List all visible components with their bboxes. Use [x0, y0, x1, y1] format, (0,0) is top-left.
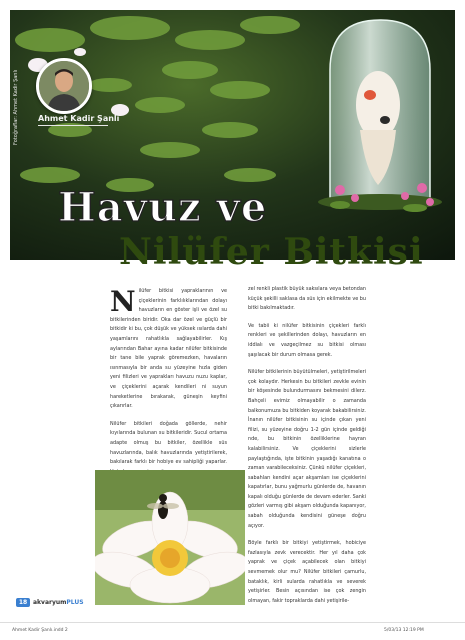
- page-number: 18: [16, 598, 30, 607]
- paragraph: Nilüfer bitkileri doğada göllerde, nehir kıyılarında bulunan su bitkileridir. Sucul ortama adapte olmuş bu bitkiler, özellikle süs havuzlarında, balık havuzlarında yetiştirilerek, bakılarak farklı bir hobiye ev sahipliği yaparlar.: [110, 420, 227, 466]
- title-line-1: Havuz ve: [58, 184, 268, 231]
- author-name-rule: [38, 125, 108, 126]
- paragraph-text: ilüfer bitkisi yapraklarının ve çiçeklerinin farklılıklarından dolayı havuzların en göster işli ve özel su bitkilerinden biridir. Oka dar özel ve güçlü bir bitkidir ki bu, çok düşük ve yüksek ısılarda dahi yaşamlarını rahatlıkla sağlayabilirler. Kış aylarından Bahar ayına kadar nilüfer bitkisinde bir tane bile yaprak göremezken, havaların ısınmasıyla bir anda su yüzeyine hızla giden yeni filizleri ve yaprakları havuzu nuzu kaplar, ve çiçeklerini açarak kendileri ni suyun hareketlerine bırakarak, güneşin keyfini çıkarırlar.: [110, 288, 227, 410]
- title-line-2: Nilüfer Bitkisi: [119, 231, 424, 273]
- paragraph: Nilüfer bitkilerinin büyütülmeleri, yetiştirilmeleri çok kolaydır. Herkesin bu bitkileri zevkle evinin bir köşesinde bulundurmasını bekmesini dilerz. Bahçeli evimiz olmayabilir o zamanda balkonumuza bu bitkiden koyarak bakabilirsiniz. İnanın nilüfer bitkisinin su içinde çıkan yeni filizi, su yüzeyine doğru 1-2 gün içinde geldiği nde, bu bitkinin özelliklerine hayran kalabilirsiniz. Ve çiçeklerini sizlerle paylaştığında, işte bitkinin yaşadığı kanatına o zaman varabileceksiniz. Çünkü nilüfer çiçekleri, sabahları kendini açar akşamları ise çiçeklerini kapatırlar, bunu yağmurlu günlerde de, havanın kapalı olduğu günlerde de devam ederler. Sanki gözleri varmış gibi akşam olduğunda kapanıyor, sabah olduğunda kendisini güneşe doğru açıyor.: [248, 369, 366, 529]
- author-name: [38, 114, 119, 123]
- paragraph: Böyle farklı bir bitkiyi yetiştirmek, hobiciye fazlasıyla zevk verecektir. Her yıl daha çok yaprak ve çiçek açabilecek olan bitkiyi sevmemek olur mu? Nilüfer bitkileri çamurlu, bataklık, kirli sularda rahatlıkla ve severek yetişirler. Besin açısından ise çok zengin olmayan, fakir topraklarda dahi yetişirile-: [248, 540, 366, 604]
- magazine-logo-suffix: PLUS: [66, 599, 84, 606]
- article-column-1: [110, 287, 227, 485]
- lotus-photo: [95, 470, 245, 605]
- author-name-text: Ahmet Kadir Şanlı: [38, 114, 120, 123]
- author-avatar: [36, 58, 92, 114]
- drop-cap: N: [110, 285, 136, 318]
- paragraph: [110, 287, 227, 412]
- photo-credit: Fotoğraflar: Ahmet Kadir Şanlı: [13, 69, 19, 145]
- slug-divider: [0, 622, 465, 623]
- magazine-logo-prefix: akvaryum: [33, 599, 67, 606]
- slug-timestamp: 5/03/13 12:19 PM: [384, 628, 424, 633]
- article-column-2: [248, 285, 366, 614]
- paragraph: Ve tabii ki nilüfer bitkisinin çiçekleri farklı renkleri ve şekillerinden dolayı, havuzların en iddialı ve vazgeçilmez su bitkisi olması şaşılacak bir durum olmasa gerek.: [248, 322, 366, 358]
- slug-file-info: Ahmet Kadir Şanlı.indd 2: [12, 628, 68, 633]
- paragraph: zel renkli plastik büyük saksılara veya betondan küçük şekilli saklasa da süs için ekilmekte ve bu bitki bakılmaktadır.: [248, 286, 366, 312]
- magazine-logo: [33, 599, 84, 606]
